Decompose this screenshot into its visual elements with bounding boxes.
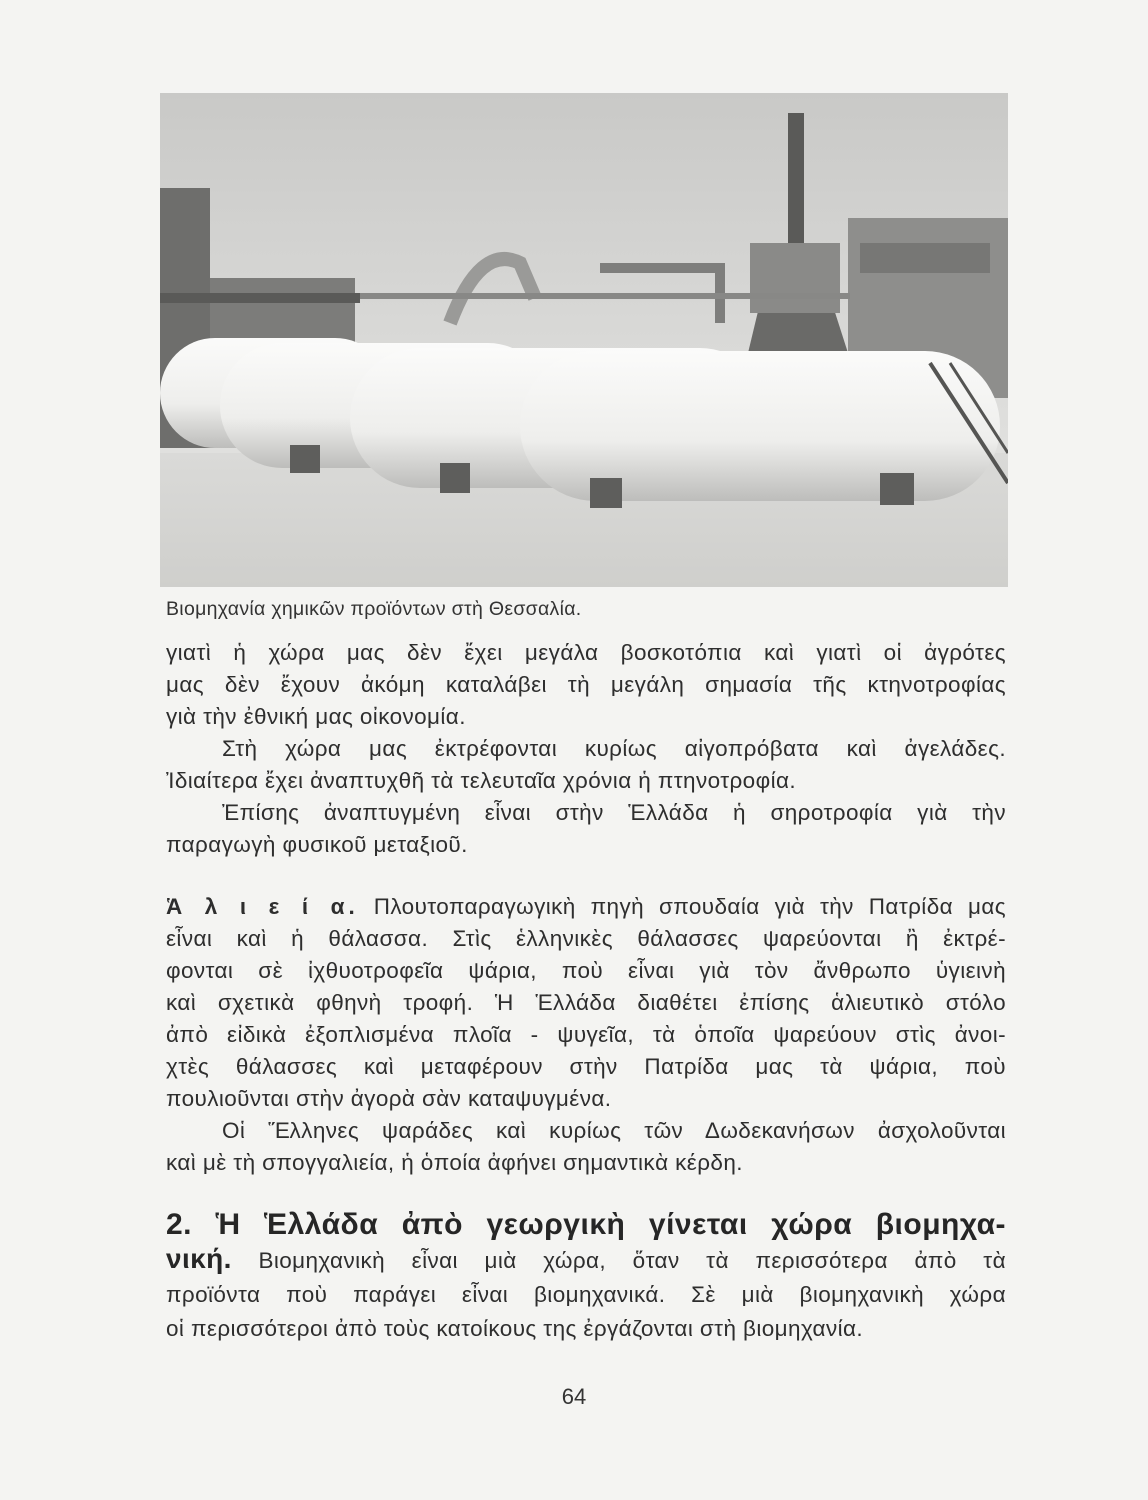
paragraph-sponge-fishing (166, 1115, 1006, 1179)
text-fragment: Πλουτοπαραγωγικὴ πηγὴ σπουδαία γιὰ τὴν Πατρίδα μας (373, 894, 1006, 919)
section-heading: 2. Ἡ Ἑλλάδα ἀπὸ γεωργικὴ γίνεται χώρα βιομηχα- (166, 1208, 1006, 1241)
industrial-plant-photo (160, 93, 1008, 587)
text-line: Στὴ χώρα μας ἐκτρέφονται κυρίως αἰγοπρόβατα καὶ ἀγελάδες. (222, 736, 1006, 761)
text-line: χτὲς θάλασσες καὶ μεταφέρουν στὴν Πατρίδα μας τὰ ψάρια, ποὺ (166, 1054, 1006, 1079)
text-line: ἀπὸ εἰδικὰ ἐξοπλισμένα πλοῖα - ψυγεῖα, τὰ ὁποῖα ψαρεύουν στὶς ἀνοι- (166, 1022, 1006, 1047)
paragraph-animals (166, 733, 1006, 797)
text-line: καὶ μὲ τὴ σπογγαλιεία, ἡ ὁποία ἀφήνει σημαντικὰ κέρδη. (166, 1150, 743, 1175)
page-number: 64 (561, 1384, 587, 1409)
text-line: Ἐπίσης ἀναπτυγμένη εἶναι στὴν Ἑλλάδα ἡ σηροτροφία γιὰ τὴν (222, 800, 1006, 825)
text-line: πουλιοῦνται στὴν ἀγορὰ σὰν καταψυγμένα. (166, 1086, 612, 1111)
text-fragment: Βιομηχανικὴ εἶναι μιὰ χώρα, ὅταν τὰ περισσότερα ἀπὸ τὰ (258, 1248, 1006, 1273)
text-line: εἶναι καὶ ἡ θάλασσα. Στὶς ἑλληνικὲς θάλασσες ψαρεύονται ἢ ἐκτρέ- (166, 926, 1006, 951)
section-industrialization (166, 1208, 1006, 1346)
text-line: μας δὲν ἔχουν ἀκόμη καταλάβει τὴ μεγάλη σημασία τῆς κτηνοτροφίας (166, 672, 1006, 697)
text-line: γιατὶ ἡ χώρα μας δὲν ἔχει μεγάλα βοσκοτόπια καὶ γιατὶ οἱ ἀγρότες (166, 640, 1006, 665)
text-line: προϊόντα ποὺ παράγει εἶναι βιομηχανικά. Σὲ μιὰ βιομηχανικὴ χώρα (166, 1282, 1006, 1307)
text-line (166, 891, 1006, 923)
paragraph-livestock (166, 637, 1006, 733)
figure-caption: Βιομηχανία χημικῶν προϊόντων στὴ Θεσσαλία. (166, 598, 582, 620)
text-line: Οἱ Ἕλληνες ψαράδες καὶ κυρίως τῶν Δωδεκανήσων ἀσχολοῦνται (222, 1118, 1006, 1143)
text-line: φονται σὲ ἰχθυοτροφεῖα ψάρια, ποὺ εἶναι γιὰ τὸν ἄνθρωπο ὑγιεινὴ (166, 958, 1006, 983)
text-line: καὶ σχετικὰ φθηνὴ τροφή. Ἡ Ἑλλάδα διαθέτει ἐπίσης ἁλιευτικὸ στόλο (166, 990, 1006, 1015)
text-line: Ἰδιαίτερα ἔχει ἀναπτυχθῆ τὰ τελευταῖα χρόνια ἡ πτηνοτροφία. (166, 768, 797, 793)
fishing-lead: Ἁ λ ι ε ί α. (166, 894, 359, 919)
text-line: παραγωγὴ φυσικοῦ μεταξιοῦ. (166, 832, 468, 857)
text-line: γιὰ τὴν ἐθνική μας οἰκονομία. (166, 704, 466, 729)
section-heading-end: νική. (166, 1243, 232, 1274)
paragraph-sericulture (166, 797, 1006, 861)
text-line: οἱ περισσότεροι ἀπὸ τοὺς κατοίκους της ἐργάζονται στὴ βιομηχανία. (166, 1316, 864, 1341)
paragraph-fishing (166, 891, 1006, 1115)
text-line (166, 1242, 1006, 1278)
